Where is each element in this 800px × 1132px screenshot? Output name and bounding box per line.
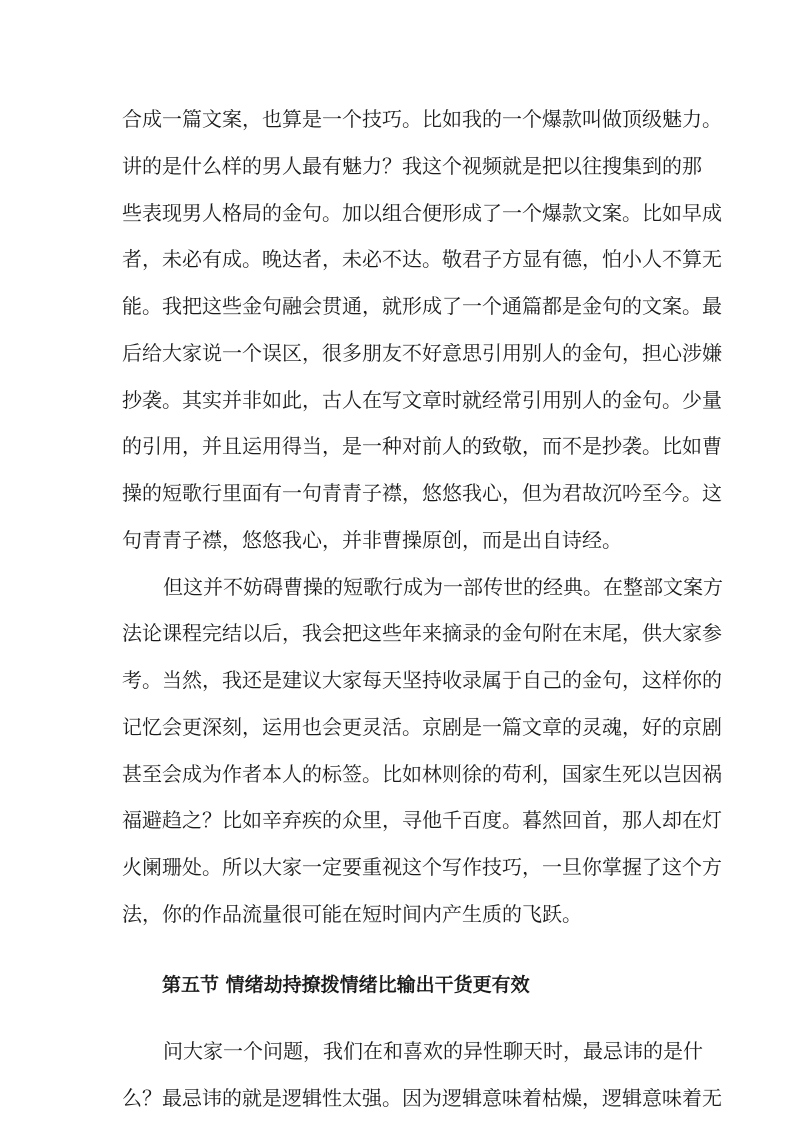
- paragraph-line: 甚至会成为作者本人的标签。比如林则徐的苟利，国家生死以岂因祸: [122, 762, 722, 786]
- paragraph-line: 的引用，并且运用得当，是一种对前人的致敬，而不是抄袭。比如曹: [122, 434, 722, 458]
- section-heading: 第五节 情绪劫持撩拨情绪比输出干货更有效: [162, 974, 530, 996]
- paragraph-line: 合成一篇文案，也算是一个技巧。比如我的一个爆款叫做顶级魅力。: [122, 107, 722, 131]
- paragraph-line: 法，你的作品流量很可能在短时间内产生质的飞跃。: [122, 902, 582, 926]
- paragraph-line: 火阑珊处。所以大家一定要重视这个写作技巧，一旦你掌握了这个方: [122, 855, 722, 879]
- paragraph-line: 问大家一个问题，我们在和喜欢的异性聊天时，最忌讳的是什: [163, 1039, 703, 1063]
- paragraph-line: 法论课程完结以后，我会把这些年来摘录的金句附在末尾，供大家参: [122, 621, 722, 645]
- paragraph-line: 考。当然，我还是建议大家每天坚持收录属于自己的金句，这样你的: [122, 668, 722, 692]
- paragraph-line: 讲的是什么样的男人最有魅力？我这个视频就是把以往搜集到的那: [122, 154, 702, 178]
- paragraph-line: 能。我把这些金句融会贯通，就形成了一个通篇都是金句的文案。最: [122, 294, 722, 318]
- paragraph-line: 操的短歌行里面有一句青青子襟，悠悠我心，但为君故沉吟至今。这: [122, 481, 722, 505]
- paragraph-line: 句青青子襟，悠悠我心，并非曹操原创，而是出自诗经。: [122, 528, 622, 552]
- paragraph-line: 记忆会更深刻，运用也会更灵活。京剧是一篇文章的灵魂，好的京剧: [122, 715, 722, 739]
- paragraph-line: 福避趋之？比如辛弃疾的众里，寻他千百度。暮然回首，那人却在灯: [122, 808, 722, 832]
- paragraph-line: 些表现男人格局的金句。加以组合便形成了一个爆款文案。比如早成: [122, 201, 722, 225]
- paragraph-line: 但这并不妨碍曹操的短歌行成为一部传世的经典。在整部文案方: [163, 575, 723, 599]
- paragraph-line: 后给大家说一个误区，很多朋友不好意思引用别人的金句，担心涉嫌: [122, 341, 722, 365]
- paragraph-line: 抄袭。其实并非如此，古人在写文章时就经常引用别人的金句。少量: [122, 388, 722, 412]
- paragraph-line: 者，未必有成。晚达者，未必不达。敬君子方显有德，怕小人不算无: [122, 247, 722, 271]
- paragraph-line: 么？最忌讳的就是逻辑性太强。因为逻辑意味着枯燥，逻辑意味着无: [122, 1086, 722, 1110]
